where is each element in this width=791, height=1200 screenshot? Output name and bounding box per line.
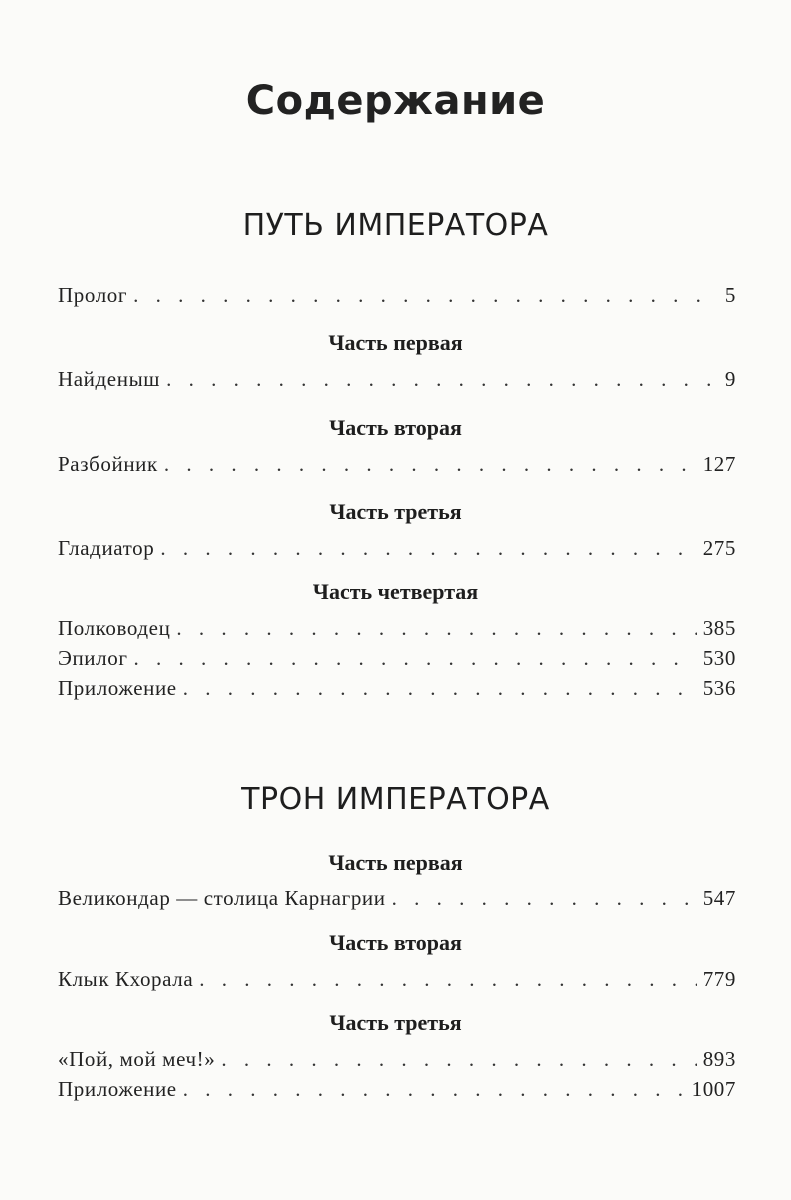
toc-entry-title: Великондар — столица Карнагрии xyxy=(58,886,386,910)
toc-entry-title: Клык Кхорала xyxy=(58,967,194,991)
toc-entry-page: 530 xyxy=(702,646,736,670)
dot-leader xyxy=(134,643,697,673)
dot-leader xyxy=(166,364,719,394)
toc-entry[interactable] xyxy=(58,613,736,643)
dot-leader xyxy=(221,1044,696,1074)
toc-entry[interactable] xyxy=(58,533,736,563)
toc-entry-title: Приложение xyxy=(58,1077,177,1101)
toc-entry-page: 547 xyxy=(702,886,736,910)
section-heading: Часть третья xyxy=(329,1010,462,1035)
page-title: Содержание xyxy=(245,78,546,124)
section-heading: Часть первая xyxy=(328,330,463,355)
section-heading: Часть первая xyxy=(328,850,463,875)
toc-entry[interactable] xyxy=(58,1074,736,1104)
toc-entry-page: 5 xyxy=(724,283,736,307)
dot-leader xyxy=(199,964,696,994)
section-heading: Часть четвертая xyxy=(312,579,479,604)
toc-entry[interactable] xyxy=(58,364,736,394)
part-title: ПУТЬ ИМПЕРАТОРА xyxy=(242,208,549,243)
toc-entry[interactable] xyxy=(58,449,736,479)
dot-leader xyxy=(133,280,719,310)
part-title: ТРОН ИМПЕРАТОРА xyxy=(241,782,550,817)
toc-entry-page: 536 xyxy=(702,676,736,700)
dot-leader xyxy=(183,673,697,703)
section-heading: Часть вторая xyxy=(329,930,462,955)
toc-entry-title: Найденыш xyxy=(58,367,161,391)
dot-leader xyxy=(183,1074,686,1104)
dot-leader xyxy=(160,533,696,563)
toc-entry-title: Разбойник xyxy=(58,452,158,476)
toc-entry-page: 275 xyxy=(702,536,736,560)
toc-entry[interactable] xyxy=(58,643,736,673)
toc-entry-title: Гладиатор xyxy=(58,536,155,560)
toc-entry-page: 127 xyxy=(702,452,736,476)
toc-entry[interactable] xyxy=(58,964,736,994)
toc-entry-page: 385 xyxy=(702,616,736,640)
toc-entry[interactable] xyxy=(58,1044,736,1074)
toc-entry-title: Эпилог xyxy=(58,646,128,670)
toc-entry[interactable] xyxy=(58,883,736,913)
toc-entry-page: 9 xyxy=(724,367,736,391)
toc-entry-page: 893 xyxy=(702,1047,736,1071)
toc-entry-page: 779 xyxy=(702,967,736,991)
toc-entry[interactable] xyxy=(58,280,736,310)
dot-leader xyxy=(164,449,697,479)
section-heading: Часть вторая xyxy=(329,415,462,440)
toc-entry-title: Пролог xyxy=(58,283,128,307)
dot-leader xyxy=(392,883,697,913)
section-heading: Часть третья xyxy=(329,499,462,524)
toc-entry-page: 1007 xyxy=(691,1077,736,1101)
toc-entry-title: Приложение xyxy=(58,676,177,700)
toc-entry[interactable] xyxy=(58,673,736,703)
dot-leader xyxy=(176,613,696,643)
toc-entry-title: Полководец xyxy=(58,616,171,640)
toc-entry-title: «Пой, мой меч!» xyxy=(58,1047,216,1071)
